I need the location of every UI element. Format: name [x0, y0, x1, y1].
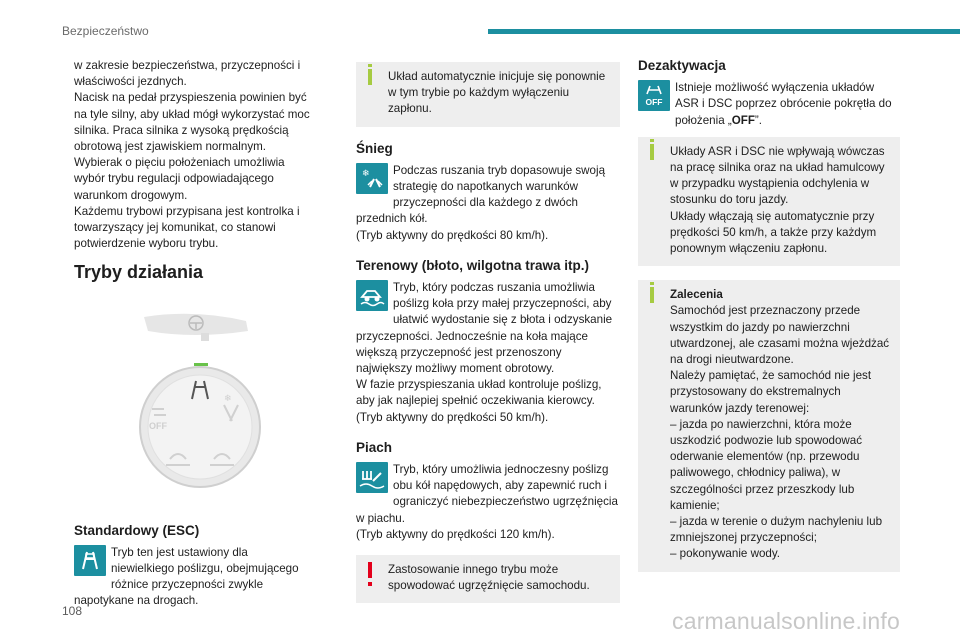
info-icon: [650, 287, 654, 303]
warning-note: [356, 555, 620, 603]
mode-selector-diagram: [74, 309, 314, 509]
warning-note-text: Zastosowanie innego trybu może spowodować ugrzęźnięcie samochodu.: [388, 563, 590, 593]
snow-mode-text: Podczas ruszania tryb dopasowuje swoją strategię do napotkanych warunków przyczepności dla każdego z dwóch przednich kół.: [356, 163, 606, 226]
recommendations-line-3: – jazda po nawierzchni, która może uszkodzić podwozie lub spowodować oderwanie elementów (np. przewodu paliwowego, chłodnicy paliwa), w szczególności przez przeszkody lub kamienie;: [670, 417, 863, 512]
svg-text:❄: ❄: [224, 393, 232, 404]
deactivation-text: [638, 80, 900, 129]
intro-paragraph-4: Każdemu trybowi przypisana jest kontrolka i towarzyszący jej komunikat, co stanowi potwierdzenie wyboru trybu.: [74, 204, 300, 251]
intro-paragraph-3: Wybierak o pięciu położeniach umożliwia wybór trybu regulacji odpowiadającego warunkom drogowym.: [74, 156, 285, 202]
deactivation-text-start: Istnieje możliwość wyłączenia układów ASR i DSC poprzez obrócenie pokrętła do położenia „: [675, 81, 892, 127]
column-3: [638, 58, 900, 576]
svg-text:❄: ❄: [362, 169, 370, 180]
column-2: [356, 58, 620, 607]
recommendations-line-5: – pokonywanie wody.: [670, 547, 780, 561]
recommendations-line-1: Samochód jest przeznaczony przede wszystkim do jazdy po nawierzchni utwardzonej, ale czasami można wjeżdżać na drogi nieutwardzone.: [670, 304, 890, 367]
esc-mode-icon: [74, 545, 106, 576]
sand-mode-icon: [356, 462, 388, 493]
sand-mode-text: Tryb, który umożliwia jednoczesny poślizg obu kół napędowych, aby zapewnić ruch i ograniczyć niebezpieczeństwo ugrzęźnięcia w piachu.: [356, 463, 618, 525]
info-note-asr-dsc-text-2: Układy włączają się automatycznie przy prędkości 50 km/h, a także przy każdym ponownym włączeniu zapłonu.: [670, 209, 877, 256]
header-section-title: Bezpieczeństwo: [62, 24, 149, 38]
snow-mode-icon: [356, 163, 388, 194]
off-mode-icon: [638, 80, 670, 111]
off-mode-icon-label: OFF: [645, 96, 663, 107]
info-note-reset-text: Układ automatycznie inicjuje się ponownie w tym trybie po każdym wyłączeniu zapłonu.: [388, 70, 606, 116]
deactivation-text-end: ”.: [754, 113, 762, 127]
intro-paragraph-1: w zakresie bezpieczeństwa, przyczepności i właściwości jezdnych.: [74, 59, 301, 89]
info-note-reset: [356, 62, 620, 127]
warning-icon: [368, 562, 372, 578]
recommendations-line-2: Należy pamiętać, że samochód nie jest przystosowany do ekstremalnych warunków jazdy terenowej:: [670, 369, 872, 415]
recommendations-title: Zalecenia: [670, 288, 723, 302]
offroad-mode-heading: Terenowy (błoto, wilgotna trawa itp.): [356, 257, 590, 273]
info-note-asr-dsc: [638, 137, 900, 266]
header-accent-bar: [488, 29, 960, 34]
offroad-mode-text: Tryb, który podczas ruszania umożliwia poślizg koła przy małej przyczepności, aby ułatwić wydostanie się z błota i odzyskanie przyczepności. Jednocześnie na koła mające większą przyczepność jest przenoszony największy możliwy moment obrotowy.: [356, 281, 613, 376]
standard-mode-heading: Standardowy (ESC): [74, 522, 200, 538]
section-heading-modes: Tryby działania: [74, 262, 204, 283]
sand-mode-heading: Piach: [356, 439, 393, 455]
info-note-recommendations: [638, 280, 900, 571]
watermark: carmanualsonline.info: [672, 608, 900, 634]
snow-mode-heading: Śnieg: [356, 140, 393, 156]
info-note-asr-dsc-text-1: Układy ASR i DSC nie wpływają wówczas na pracę silnika oraz na układ hamulcowy w przypadku wystąpienia odchylenia w stosunku do toru jazdy.: [670, 144, 885, 207]
dial-off-label: OFF: [149, 420, 167, 431]
recommendations-line-4: – jazda w terenie o dużym nachyleniu lub zmniejszonej przyczepności;: [670, 515, 883, 545]
offroad-mode-speed: (Tryb aktywny do prędkości 50 km/h).: [356, 410, 549, 424]
deactivation-text-off: OFF: [731, 113, 755, 127]
info-icon: [650, 144, 654, 160]
mode-dial-illustration: [74, 309, 314, 509]
standard-mode-text: Tryb ten jest ustawiony dla niewielkiego poślizgu, obejmującego różnice przyczepności zwykle napotykane na drogach.: [74, 545, 299, 608]
intro-paragraph-2: Nacisk na pedał przyspieszenia powinien być na tyle silny, aby układ mógł wykorzystać moc silnika. Praca silnika z wysoką prędkością obrotową jest zjawiskiem normalnym.: [74, 91, 310, 154]
page-number: 108: [62, 604, 83, 618]
deactivation-heading: Dezaktywacja: [638, 58, 726, 73]
offroad-mode-icon: [356, 280, 388, 311]
column-1: [74, 58, 314, 610]
snow-mode-speed: (Tryb aktywny do prędkości 80 km/h).: [356, 228, 549, 242]
offroad-mode-text-2: W fazie przyspieszania układ kontroluje poślizg, aby jak najlepiej spełnić oczekiwania kierowcy.: [356, 378, 602, 408]
sand-mode-speed: (Tryb aktywny do prędkości 120 km/h).: [356, 527, 555, 541]
info-icon: [368, 69, 372, 85]
